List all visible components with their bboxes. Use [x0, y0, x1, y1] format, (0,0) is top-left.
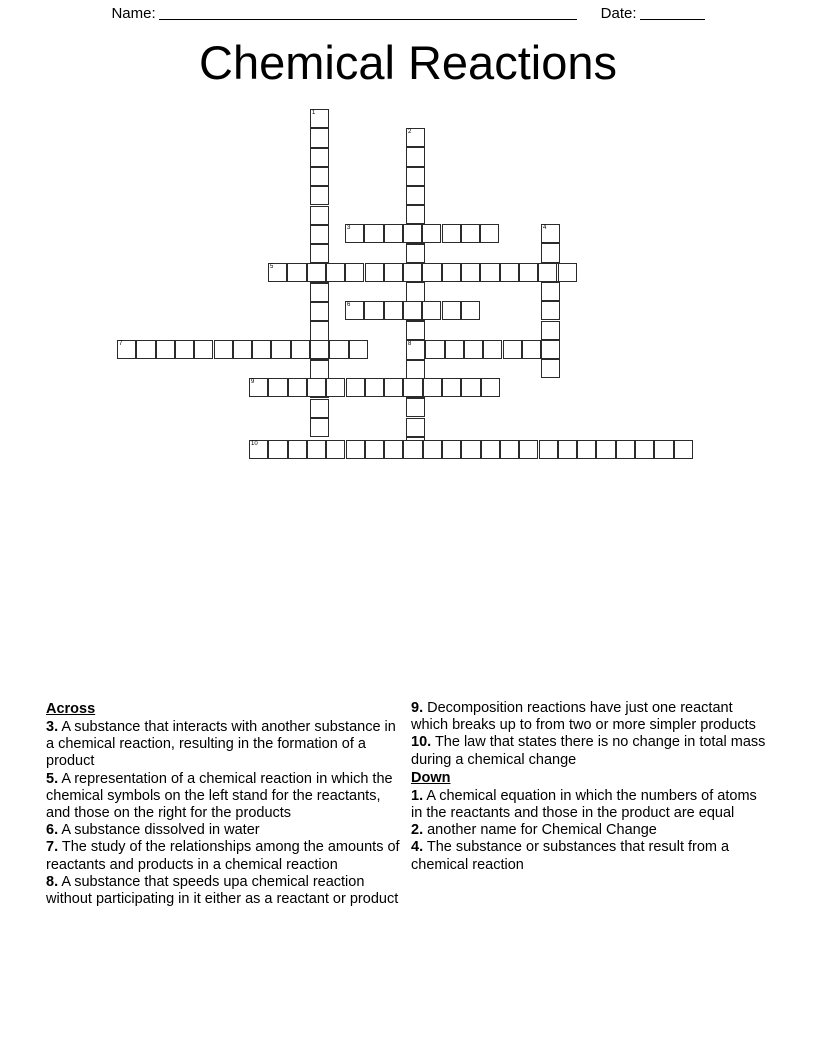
crossword-cell[interactable]: [406, 186, 425, 205]
crossword-cell[interactable]: [310, 321, 329, 340]
crossword-cell[interactable]: [268, 440, 287, 459]
crossword-cell[interactable]: [461, 378, 480, 397]
crossword-cell[interactable]: [406, 128, 425, 147]
crossword-cell[interactable]: [310, 225, 329, 244]
clue-across-5: [46, 771, 401, 823]
crossword-cell[interactable]: [423, 378, 442, 397]
crossword-cell[interactable]: [500, 440, 519, 459]
crossword-cell[interactable]: [310, 109, 329, 128]
crossword-cell[interactable]: [541, 301, 560, 320]
clue-across-9: [411, 700, 771, 734]
crossword-cell[interactable]: [268, 378, 287, 397]
crossword-cell[interactable]: [483, 340, 502, 359]
crossword-cell[interactable]: [365, 263, 384, 282]
crossword-cell[interactable]: [558, 440, 577, 459]
crossword-cell[interactable]: [503, 340, 522, 359]
crossword-cell[interactable]: [310, 340, 329, 359]
clue-text: A chemical equation in which the numbers of atoms in the reactants and those in the product are equal: [411, 787, 757, 822]
crossword-cell[interactable]: [596, 440, 615, 459]
clue-number: 2.: [411, 822, 424, 839]
crossword-cell[interactable]: [349, 340, 368, 359]
crossword-cell[interactable]: [364, 301, 383, 320]
clue-text: A substance that speeds upa chemical reaction without participating in it either as a reactant or product: [46, 873, 399, 908]
crossword-grid: [0, 0, 816, 480]
page-title: Chemical Reactions: [199, 36, 617, 89]
crossword-cell[interactable]: [326, 263, 345, 282]
crossword-clue-number: 4: [543, 225, 547, 231]
crossword-cell[interactable]: [445, 340, 464, 359]
crossword-clue-number: 8: [408, 341, 412, 348]
crossword-cell[interactable]: [310, 148, 329, 167]
clue-number: 5.: [46, 770, 59, 787]
crossword-cell[interactable]: [403, 440, 422, 459]
crossword-cell[interactable]: [539, 440, 558, 459]
crossword-clue-number: 1: [312, 110, 316, 116]
crossword-cell[interactable]: [541, 243, 560, 262]
crossword-cell[interactable]: [422, 224, 441, 243]
crossword-cell[interactable]: [214, 340, 233, 359]
crossword-cell[interactable]: [461, 301, 480, 320]
clue-down-2: [411, 822, 771, 839]
crossword-clue-number: 10: [251, 441, 258, 447]
crossword-cell[interactable]: [310, 302, 329, 321]
crossword-cell[interactable]: [541, 340, 560, 359]
crossword-cell[interactable]: [252, 340, 271, 359]
crossword-cell[interactable]: [541, 359, 560, 378]
crossword-cell[interactable]: [287, 263, 306, 282]
crossword-cell[interactable]: [406, 398, 425, 417]
crossword-cell[interactable]: [117, 340, 136, 359]
clue-text: The study of the relationships among the amounts of reactants and products in a chemical reaction: [46, 839, 400, 873]
crossword-cell[interactable]: [406, 205, 425, 224]
clue-number: 1.: [411, 787, 424, 804]
crossword-cell[interactable]: [310, 283, 329, 302]
crossword-cell[interactable]: [307, 378, 326, 397]
crossword-cell[interactable]: [406, 282, 425, 301]
crossword-cell[interactable]: [442, 378, 461, 397]
crossword-clue-number: 5: [270, 264, 274, 270]
crossword-cell[interactable]: [616, 440, 635, 459]
clue-text: A substance that interacts with another substance in a chemical reaction, resulting in the formation of a product: [46, 719, 396, 770]
crossword-cell[interactable]: [310, 244, 329, 263]
crossword-cell[interactable]: [291, 340, 310, 359]
crossword-cell[interactable]: [461, 440, 480, 459]
crossword-cell[interactable]: [345, 263, 364, 282]
crossword-cell[interactable]: [558, 263, 577, 282]
clue-text: The substance or substances that result from a chemical reaction: [411, 839, 730, 873]
crossword-cell[interactable]: [384, 378, 403, 397]
crossword-cell[interactable]: [345, 301, 364, 320]
crossword-cell[interactable]: [384, 301, 403, 320]
crossword-cell[interactable]: [364, 224, 383, 243]
clue-number: 7.: [46, 839, 59, 856]
crossword-cell[interactable]: [464, 340, 483, 359]
crossword-cell[interactable]: [365, 440, 384, 459]
clue-number: 10.: [411, 734, 432, 751]
crossword-cell[interactable]: [406, 340, 425, 359]
clue-number: 6.: [46, 822, 59, 839]
clue-number: 3.: [46, 719, 59, 735]
crossword-cell[interactable]: [365, 378, 384, 397]
crossword-cell[interactable]: [635, 440, 654, 459]
crossword-cell[interactable]: [384, 263, 403, 282]
name-label: Name:: [111, 4, 156, 22]
down-heading: Down: [411, 769, 451, 786]
clue-across-8: [46, 874, 401, 908]
crossword-cell[interactable]: [288, 440, 307, 459]
clues-column-right: [411, 700, 771, 874]
clue-text: A substance dissolved in water: [58, 822, 260, 839]
crossword-cell[interactable]: [326, 440, 345, 459]
crossword-cell[interactable]: [307, 440, 326, 459]
crossword-cell[interactable]: [310, 399, 329, 418]
clue-down-4: [411, 839, 771, 873]
crossword-cell[interactable]: [442, 263, 461, 282]
crossword-cell[interactable]: [519, 263, 538, 282]
clue-text: A representation of a chemical reaction in which the chemical symbols on the left stand for the reactants, and those on the right for the products: [46, 770, 393, 822]
crossword-cell[interactable]: [329, 340, 348, 359]
clue-number: 9.: [411, 700, 424, 716]
crossword-cell[interactable]: [406, 321, 425, 340]
clues-area: [0, 700, 816, 1000]
clue-number: 8.: [46, 873, 59, 890]
crossword-clue-number: 7: [119, 341, 123, 347]
crossword-cell[interactable]: [541, 282, 560, 301]
crossword-cell[interactable]: [406, 360, 425, 379]
across-heading: Across: [46, 701, 96, 717]
crossword-cell[interactable]: [481, 440, 500, 459]
crossword-cell[interactable]: [233, 340, 252, 359]
crossword-cell[interactable]: [481, 378, 500, 397]
crossword-cell[interactable]: [346, 440, 365, 459]
crossword-cell[interactable]: [577, 440, 596, 459]
crossword-cell[interactable]: [422, 263, 441, 282]
crossword-cell[interactable]: [175, 340, 194, 359]
crossword-cell[interactable]: [345, 224, 364, 243]
clues-column-left: [46, 700, 401, 908]
crossword-cell[interactable]: [522, 340, 541, 359]
crossword-cell[interactable]: [136, 340, 155, 359]
crossword-cell[interactable]: [442, 440, 461, 459]
crossword-cell[interactable]: [384, 224, 403, 243]
crossword-cell[interactable]: [310, 128, 329, 147]
crossword-cell[interactable]: [156, 340, 175, 359]
crossword-cell[interactable]: [310, 186, 329, 205]
crossword-cell[interactable]: [541, 224, 560, 243]
crossword-cell[interactable]: [519, 440, 538, 459]
crossword-cell[interactable]: [406, 244, 425, 263]
crossword-cell[interactable]: [249, 440, 268, 459]
clue-down-1: [411, 788, 771, 822]
crossword-cell[interactable]: [461, 224, 480, 243]
crossword-cell[interactable]: [346, 378, 365, 397]
crossword-cell[interactable]: [541, 321, 560, 340]
crossword-cell[interactable]: [442, 224, 461, 243]
crossword-clue-number: 2: [408, 129, 412, 135]
crossword-cell[interactable]: [500, 263, 519, 282]
clue-text: another name for Chemical Change: [423, 822, 657, 839]
crossword-cell[interactable]: [674, 440, 693, 459]
clue-text: Decomposition reactions have just one reactant which breaks up to from two or more simpler products: [411, 700, 756, 734]
crossword-cell[interactable]: [442, 301, 461, 320]
clue-across-6: [46, 822, 401, 839]
crossword-cell[interactable]: [461, 263, 480, 282]
crossword-cell[interactable]: [538, 263, 557, 282]
crossword-cell[interactable]: [310, 206, 329, 225]
crossword-cell[interactable]: [480, 224, 499, 243]
clue-text: The law that states there is no change in total mass during a chemical change: [411, 734, 766, 768]
crossword-clue-number: 3: [347, 225, 351, 231]
crossword-cell[interactable]: [406, 167, 425, 186]
crossword-cell[interactable]: [403, 263, 422, 282]
crossword-cell[interactable]: [326, 378, 345, 397]
crossword-cell[interactable]: [422, 301, 441, 320]
crossword-cell[interactable]: [310, 167, 329, 186]
crossword-cell[interactable]: [403, 224, 422, 243]
crossword-cell[interactable]: [423, 440, 442, 459]
crossword-clue-number: 9: [251, 379, 255, 385]
crossword-cell[interactable]: [403, 301, 422, 320]
crossword-cell[interactable]: [403, 378, 422, 397]
clue-across-3: [46, 719, 401, 771]
crossword-cell[interactable]: [425, 340, 444, 359]
crossword-cell[interactable]: [268, 263, 287, 282]
crossword-cell[interactable]: [288, 378, 307, 397]
crossword-cell[interactable]: [271, 340, 290, 359]
crossword-cell[interactable]: [406, 418, 425, 437]
crossword-clue-number: 6: [347, 302, 351, 308]
crossword-cell[interactable]: [249, 378, 268, 397]
crossword-cell[interactable]: [654, 440, 673, 459]
clue-across-10: [411, 734, 771, 768]
crossword-cell[interactable]: [406, 147, 425, 166]
crossword-cell[interactable]: [307, 263, 326, 282]
crossword-cell[interactable]: [194, 340, 213, 359]
clue-across-7: [46, 839, 401, 873]
crossword-cell[interactable]: [384, 440, 403, 459]
crossword-cell[interactable]: [310, 418, 329, 437]
date-label: Date:: [600, 4, 637, 22]
crossword-cell[interactable]: [310, 360, 329, 379]
crossword-cell[interactable]: [480, 263, 499, 282]
clue-number: 4.: [411, 839, 424, 856]
